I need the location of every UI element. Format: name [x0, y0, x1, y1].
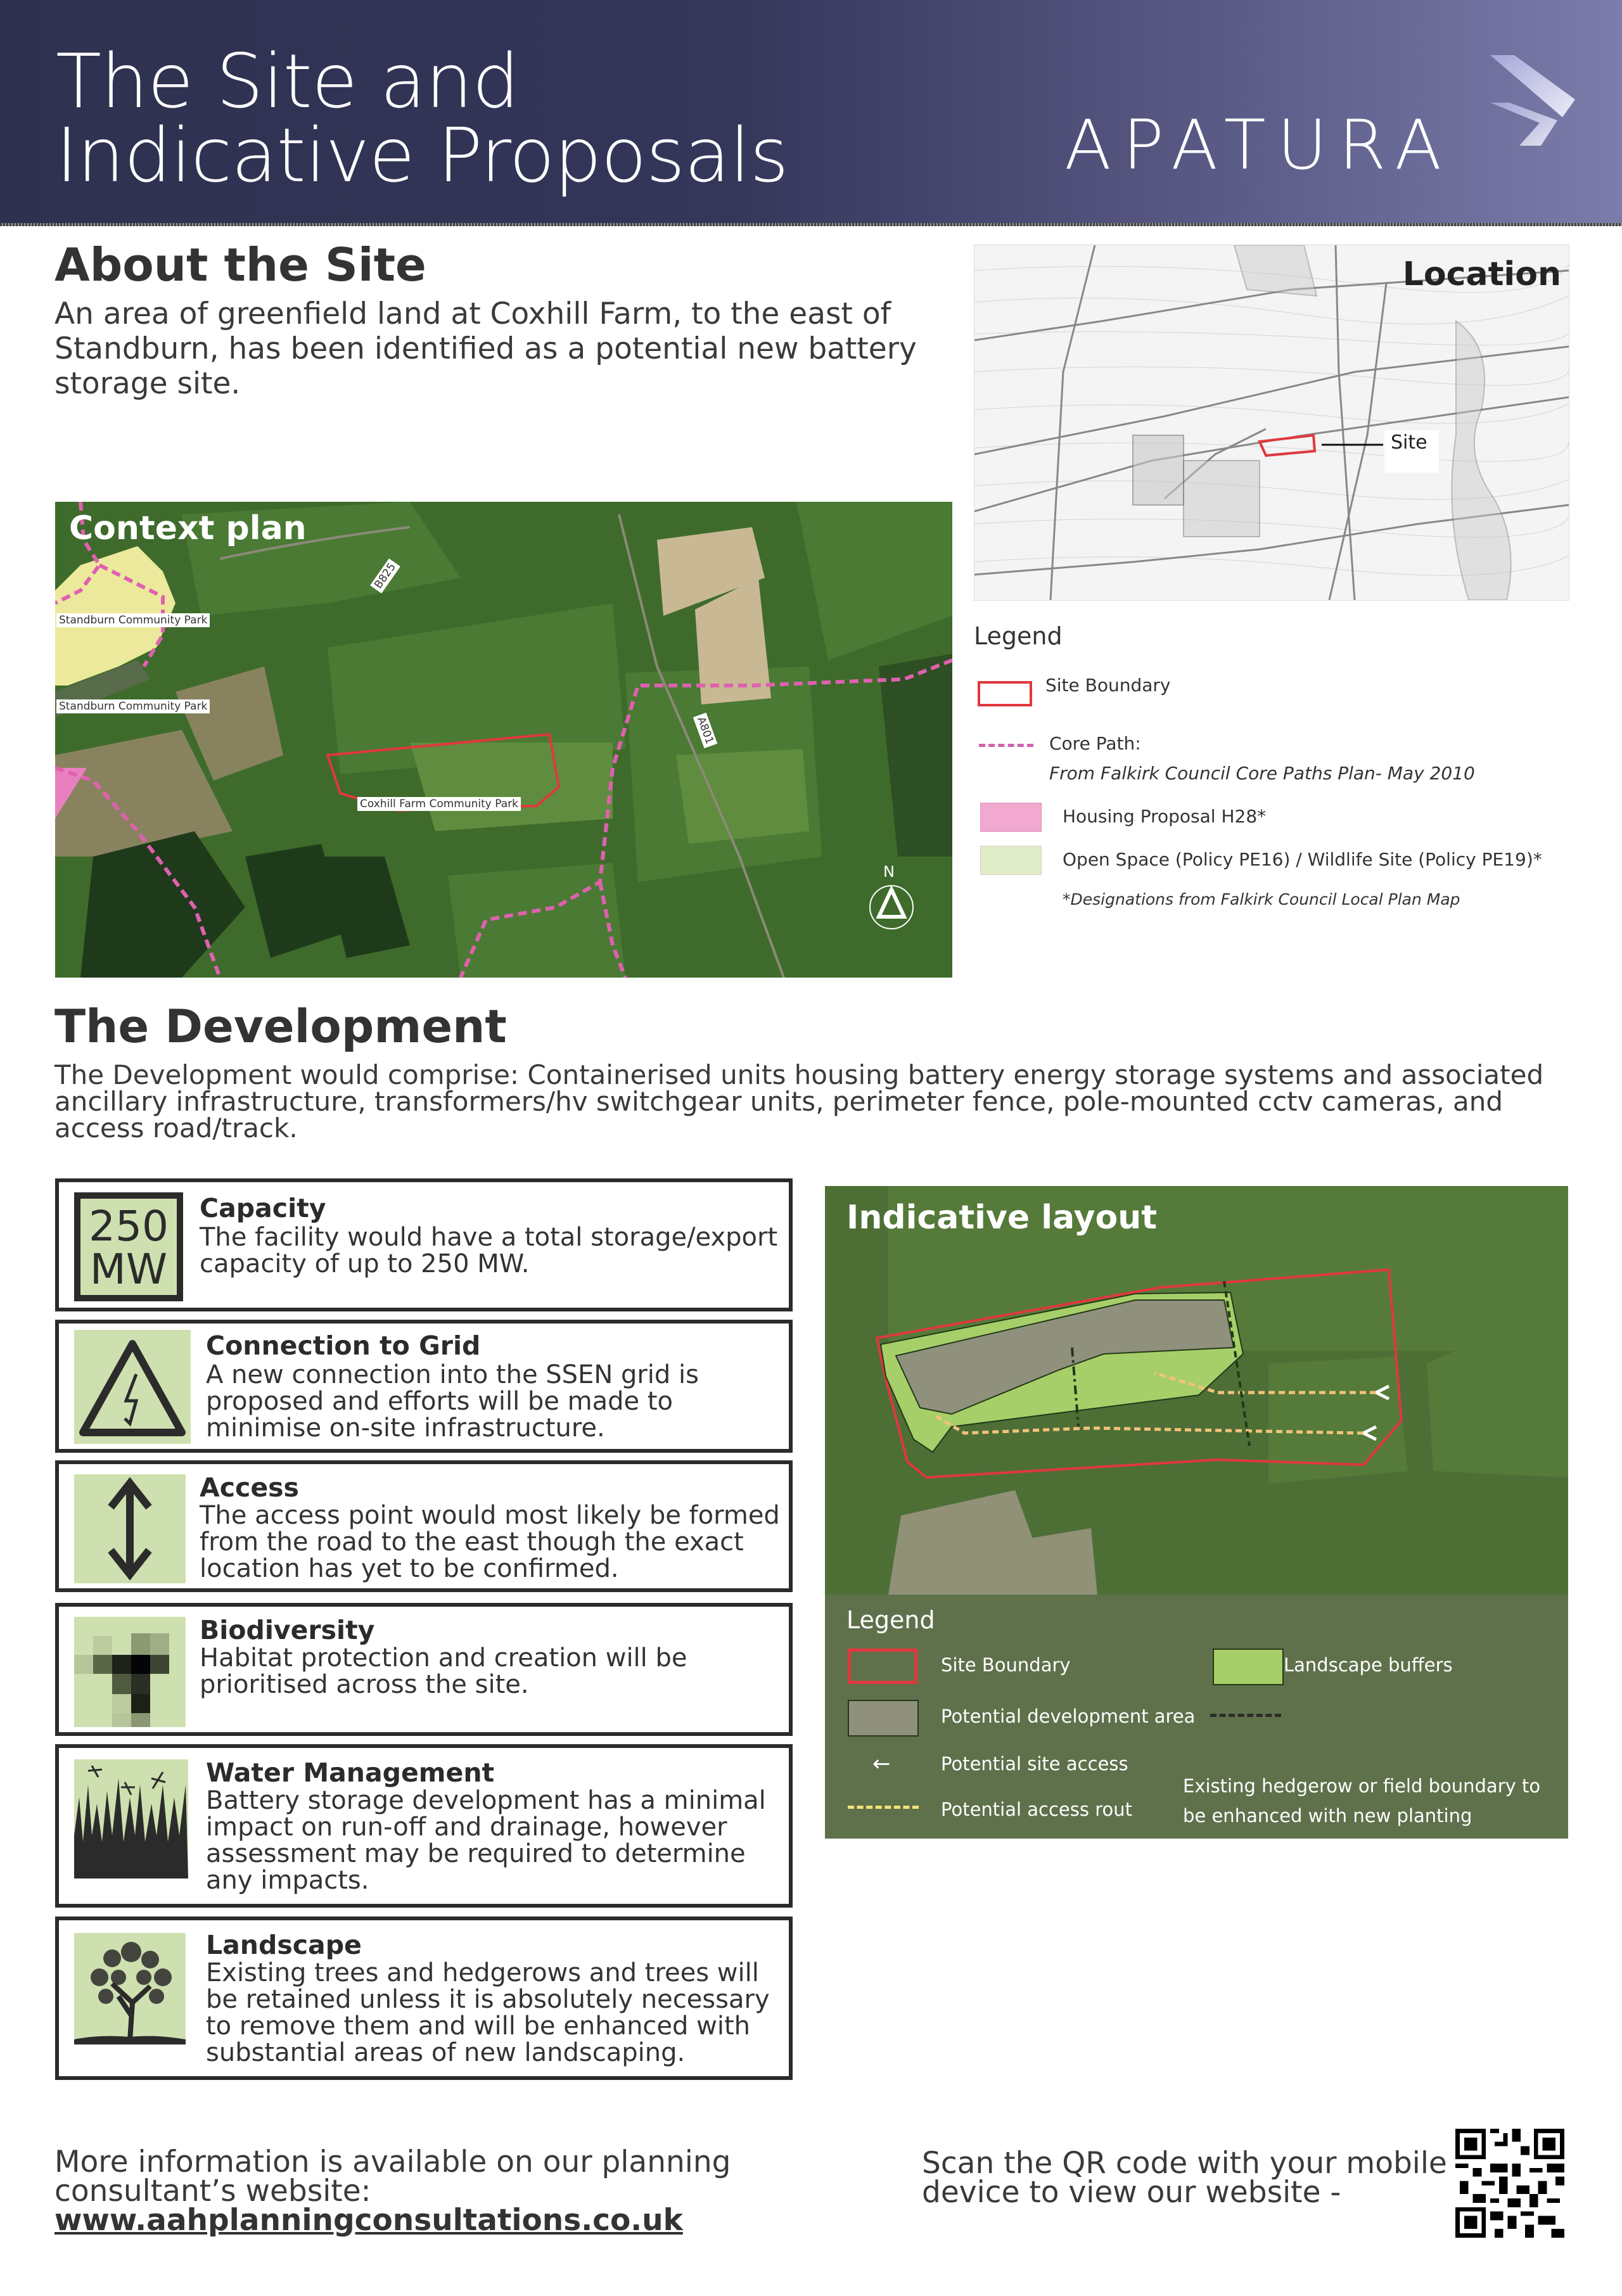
card-landscape — [55, 1917, 793, 2080]
card-title: Water Management — [206, 1757, 495, 1788]
context-plan-title: Context plan — [69, 509, 307, 547]
core-path-swatch — [979, 744, 1033, 747]
site-boundary-swatch — [978, 681, 1032, 706]
capacity-icon-number: 250 — [89, 1202, 169, 1251]
context-plan-map — [55, 502, 952, 978]
legend-housing: Housing Proposal H28* — [1063, 806, 1267, 827]
page-title-line-1: The Site and — [56, 37, 520, 125]
website-link[interactable]: www.aahplanningconsultations.co.uk — [54, 2203, 683, 2238]
header-divider — [0, 223, 1622, 226]
label-road-a801: A801 — [693, 713, 717, 748]
chevron-logo-icon — [1489, 52, 1578, 153]
north-arrow-icon: N — [883, 863, 895, 881]
card-title: Landscape — [206, 1930, 362, 1960]
aerial-context-drawing — [55, 502, 952, 978]
card-connection-to-grid — [55, 1320, 793, 1453]
page-title — [56, 37, 788, 199]
open-space-swatch — [980, 846, 1042, 875]
legend-hedgerow-line-2: be enhanced with new planting — [1183, 1805, 1472, 1827]
card-body: The facility would have a total storage/export capacity of up to 250 MW. — [200, 1223, 778, 1279]
biodiversity-icon — [74, 1617, 186, 1727]
card-title: Connection to Grid — [206, 1330, 481, 1361]
layout-drawing — [825, 1186, 1568, 1595]
footer-info-text: More information is available on our planning consultant’s website: — [54, 2145, 731, 2209]
qr-code-icon[interactable] — [1455, 2129, 1564, 2238]
legend-core-path: Core Path: — [1049, 733, 1141, 754]
indicative-layout-legend — [825, 1595, 1568, 1839]
label-coxhill-farm-park: Coxhill Farm Community Park — [357, 797, 521, 811]
legend-development-area: Potential development area — [941, 1706, 1196, 1727]
legend-site-boundary: Site Boundary — [941, 1654, 1071, 1676]
footer-qr-text: Scan the QR code with your mobile device to view our website - — [922, 2146, 1447, 2210]
capacity-icon — [74, 1192, 183, 1301]
footer-info — [54, 2145, 815, 2238]
card-water-management — [55, 1744, 793, 1908]
os-map-drawing — [974, 245, 1569, 600]
card-body: The access point would most likely be formed from the road to the east though the exact location has yet to be confirmed. — [200, 1501, 780, 1583]
tree-icon — [74, 1933, 186, 2044]
legend-core-path-source: From Falkirk Council Core Paths Plan- May 2010 — [1049, 763, 1475, 784]
indicative-layout-title: Indicative layout — [846, 1199, 1158, 1237]
card-title: Access — [200, 1472, 299, 1503]
label-standburn-park-1: Standburn Community Park — [56, 613, 210, 627]
location-map — [974, 245, 1569, 601]
page-title-line-2: Indicative Proposals — [56, 112, 788, 199]
card-title: Biodiversity — [200, 1615, 375, 1645]
legend-landscape-buffers: Landscape buffers — [1284, 1654, 1453, 1676]
label-road-b825: B825 — [370, 558, 400, 593]
legend-footnote: *Designations from Falkirk Council Local Plan Map — [1063, 890, 1460, 909]
legend-hedgerow-line-1: Existing hedgerow or field boundary to — [1183, 1775, 1541, 1797]
housing-swatch — [980, 803, 1042, 832]
card-body: Existing trees and hedgerows and trees will be retained unless it is absolutely necessary to remove them and will be enhanced with substantial areas of new landscaping. — [206, 1958, 770, 2067]
card-access — [55, 1460, 793, 1592]
apatura-logo-text: APATURA — [1064, 106, 1453, 185]
site-label: Site — [1384, 430, 1439, 473]
arrow-left-icon: ← — [872, 1751, 891, 1776]
legend-open-space: Open Space (Policy PE16) / Wildlife Site (Policy PE19)* — [1063, 849, 1542, 870]
indicative-layout-map — [825, 1186, 1568, 1595]
site-boundary-swatch — [848, 1649, 917, 1684]
electric-warning-icon — [74, 1330, 191, 1444]
card-body: Battery storage development has a minimal impact on run-off and drainage, however assessment may be required to determine any impacts. — [206, 1786, 766, 1895]
card-biodiversity — [55, 1603, 793, 1736]
development-heading: The Development — [54, 1000, 507, 1053]
indicative-legend-title: Legend — [846, 1606, 935, 1634]
legend-site-access: Potential site access — [941, 1753, 1128, 1775]
card-capacity — [55, 1178, 793, 1311]
capacity-icon-unit: MW — [89, 1245, 168, 1294]
about-body: An area of greenfield land at Coxhill Farm, to the east of Standburn, has been identified as a potential new battery storage site. — [54, 297, 917, 401]
hedgerow-swatch — [1210, 1714, 1281, 1717]
card-body: Habitat protection and creation will be prioritised across the site. — [200, 1643, 687, 1699]
location-legend-title: Legend — [974, 622, 1063, 650]
landscape-buffers-swatch — [1213, 1649, 1284, 1685]
legend-site-boundary: Site Boundary — [1045, 675, 1171, 696]
access-route-swatch — [848, 1806, 919, 1809]
development-body: The Development would comprise: Containerised units housing battery energy storage systems and associated ancillary infrastructure, transformers/hv switchgear units, perimeter fence, pole-mounted cctv cameras, and access road/track. — [54, 1059, 1544, 1144]
about-heading: About the Site — [54, 238, 426, 291]
legend-access-route: Potential access rout — [941, 1799, 1132, 1820]
label-standburn-park-2: Standburn Community Park — [56, 699, 210, 713]
card-body: A new connection into the SSEN grid is proposed and efforts will be made to minimise on-site infrastructure. — [206, 1360, 699, 1443]
development-area-swatch — [848, 1700, 919, 1737]
reeds-dragonfly-icon — [74, 1759, 188, 1878]
card-title: Capacity — [200, 1193, 326, 1223]
double-arrow-icon — [74, 1474, 186, 1583]
location-title: Location — [1402, 255, 1561, 293]
